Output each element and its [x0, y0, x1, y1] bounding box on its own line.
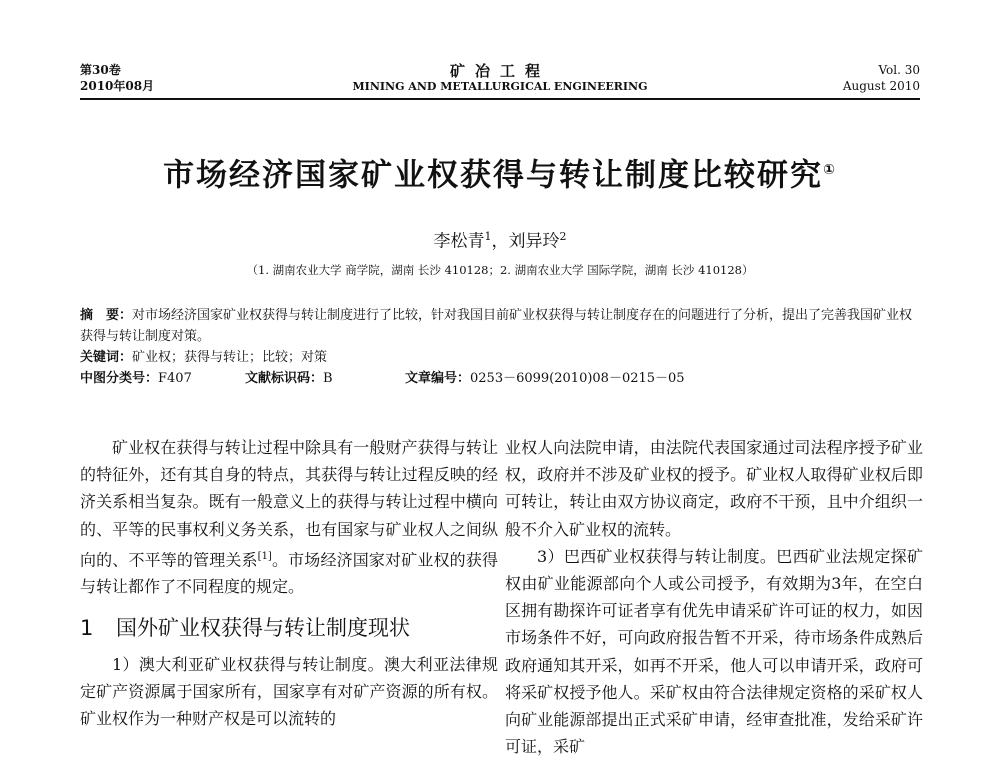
title-footnote-mark: ①	[823, 162, 837, 178]
paragraph: 业权人向法院申请，由法院代表国家通过司法程序授予矿业权，政府并不涉及矿业权的授予。矿业权人取得矿业权后即可转让，转让由双方协议商定，政府不干预，且中介组织一般不介入矿业权的流转。	[505, 438, 923, 539]
volume-en: Vol. 30	[878, 63, 920, 77]
abstract-label: 摘 要：	[80, 308, 133, 323]
right-column	[505, 434, 923, 760]
paragraph	[80, 434, 498, 601]
section-heading	[80, 613, 498, 643]
volume-cn: 第30卷	[80, 63, 121, 77]
classification-row	[80, 368, 920, 389]
paragraph-text: 矿业权在获得与转让过程中除具有一般财产获得与转让的特征外，还有其自身的特点，其获得与转让过程反映的经济关系相当复杂。既有一般意义上的获得与转让过程中横向的、平等的民事权利义务关系，也有国家与矿业权人之间纵向的、不平等的管理关系	[80, 438, 498, 570]
abstract-text: 对市场经济国家矿业权获得与转让制度进行了比较，针对我国目前矿业权获得与转让制度存在的问题进行了分析，提出了完善我国矿业权获得与转让制度对策。	[80, 308, 913, 344]
doc-code-label: 文献标识码：	[245, 371, 324, 386]
author-list	[0, 226, 1000, 253]
journal-name-cn: 矿冶工程	[449, 62, 550, 80]
abstract	[80, 305, 920, 347]
paragraph: 1）澳大利亚矿业权获得与转让制度。澳大利亚法律规定矿产资源属于国家所有，国家享有对矿产资源的所有权。矿业权作为一种财产权是可以流转的	[80, 654, 498, 728]
keywords-text: 矿业权；获得与转让；比较；对策	[132, 350, 328, 365]
section-number: 1	[80, 615, 94, 640]
running-header	[80, 62, 920, 96]
author-name: 李松青	[433, 231, 485, 252]
abstract-block	[80, 305, 920, 389]
author-affil-mark: 2	[559, 230, 567, 243]
doc-code-value: B	[323, 371, 333, 386]
author-affil-mark: 1	[484, 230, 492, 243]
citation: [1]	[257, 550, 272, 562]
header-center	[80, 62, 920, 94]
article-title	[0, 150, 1000, 195]
clc-label: 中图分类号：	[80, 371, 159, 386]
author-name: 刘异玲	[508, 231, 560, 252]
date-en: August 2010	[842, 79, 920, 93]
paragraph-text: 。市场经济国家对矿业权的获得与转让都作了不同程度的规定。	[80, 550, 498, 597]
affiliations: （1. 湖南农业大学 商学院，湖南 长沙 410128；2. 湖南农业大学 国际学院，湖南 长沙 410128）	[246, 263, 754, 277]
paragraph: 3）巴西矿业权获得与转让制度。巴西矿业法规定探矿权由矿业能源部向个人或公司授予，有效期为3年，在空白区拥有勘探许可证者享有优先申请采矿许可证的权力，如因市场条件不好，可向政府报告暂不开采，待市场条件成熟后政府通知其开采，如再不开采，他人可以申请开采，政府可将采矿权授予他人。采矿权由符合法律规定资格的采矿权人向矿业能源部提出正式采矿申请，经审查批准，发给采矿许可证，采矿	[505, 546, 923, 757]
article-no-value: 0253－6099(2010)08－0215－05	[470, 371, 685, 386]
section-title: 国外矿业权获得与转让制度现状	[116, 615, 410, 640]
article-no-label: 文章编号：	[405, 371, 471, 386]
clc-value: F407	[158, 371, 192, 386]
header-rule	[80, 98, 920, 100]
author-separator: ，	[491, 231, 509, 252]
article-title-text: 市场经济国家矿业权获得与转让制度比较研究	[163, 157, 824, 194]
header-right	[843, 62, 920, 94]
left-column	[80, 434, 498, 732]
keywords	[80, 347, 920, 368]
date-cn: 2010年08月	[80, 79, 155, 93]
keywords-label: 关键词：	[80, 350, 133, 365]
journal-name-en: MINING AND METALLURGICAL ENGINEERING	[352, 80, 648, 93]
